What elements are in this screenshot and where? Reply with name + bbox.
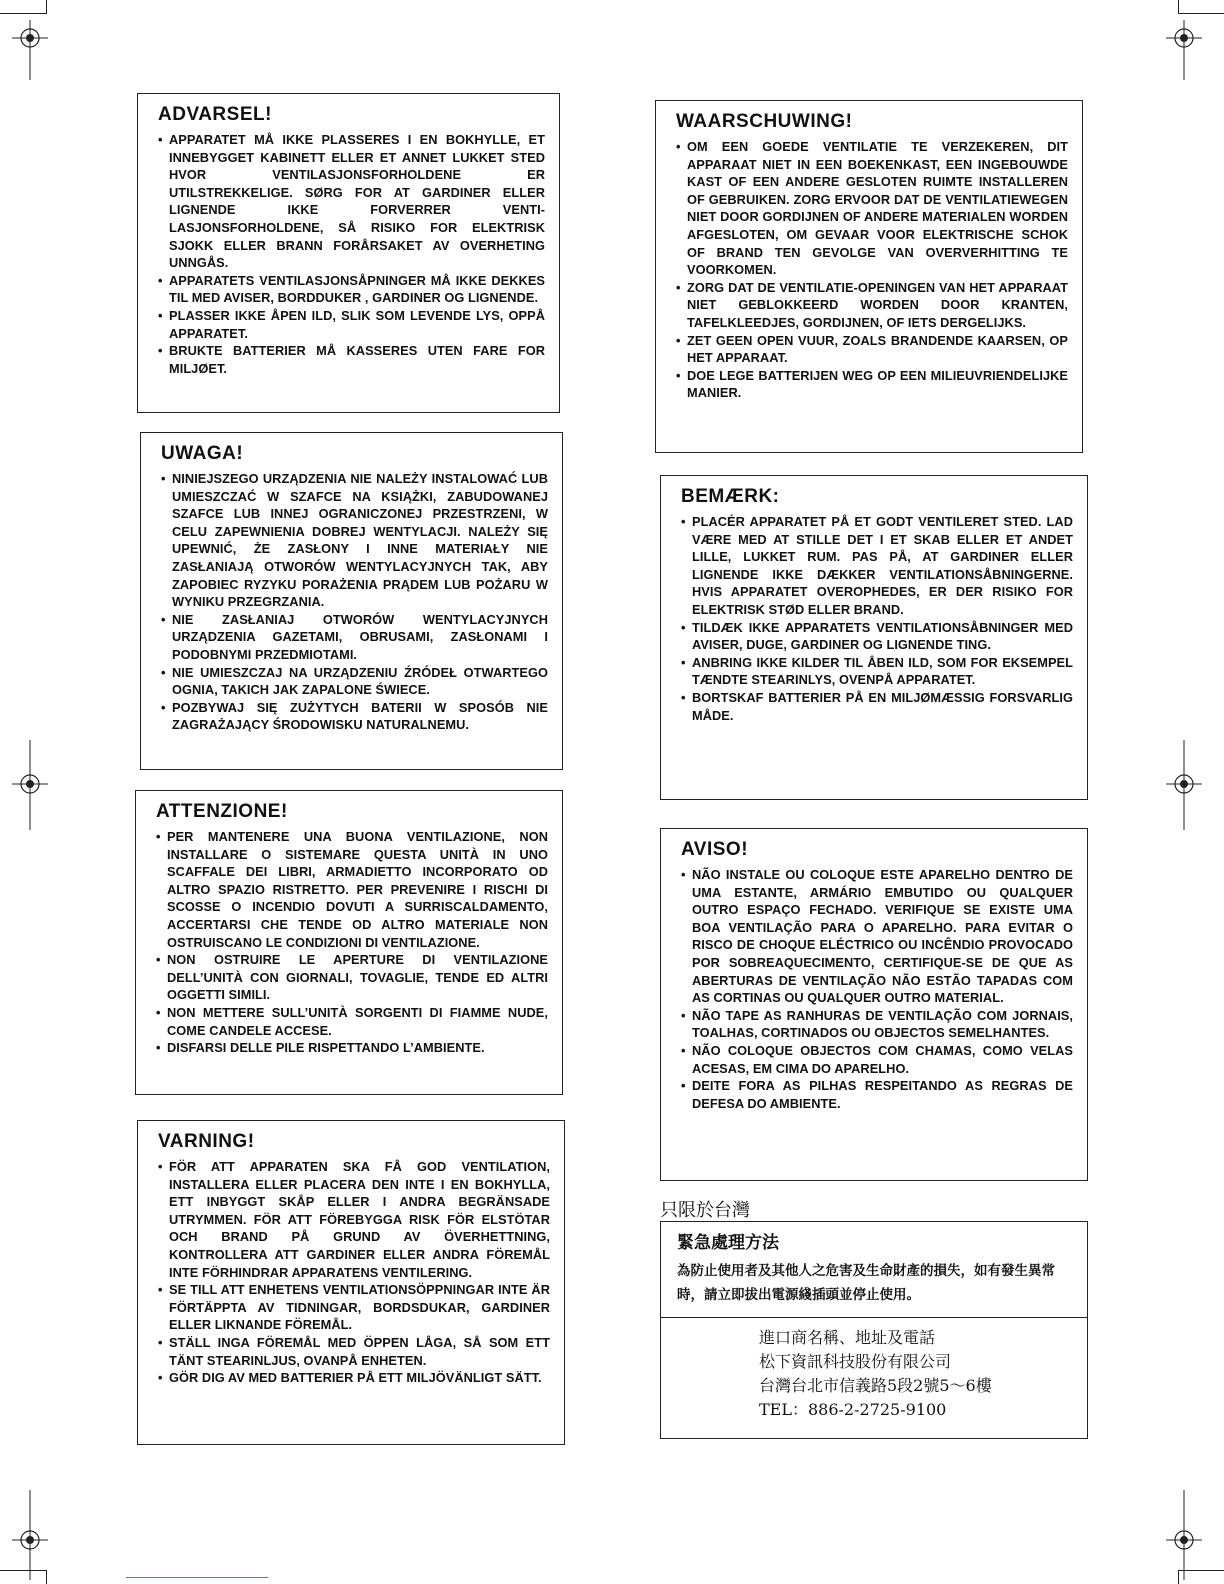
warning-title: BEMÆRK: <box>681 486 780 507</box>
warning-item: • NÃO TAPE AS RANHURAS DE VENTILAÇÃO COM JORNAIS, TOALHAS, CORTINADOS OU OBJECTOS SEMELHANTES. <box>681 1007 1073 1042</box>
warning-item: • POZBYWAJ SIĘ ZUŻYTYCH BATERII W SPOSÓB NIE ZAGRAŻAJĄCY ŚRODOWISKU NATURALNEMU. <box>161 699 548 734</box>
importer-line: TEL：886-2-2725-9100 <box>759 1400 947 1419</box>
warning-item: • BORTSKAF BATTERIER PÅ EN MILJØMÆSSIG FORSVARLIG MÅDE. <box>681 689 1073 724</box>
warning-item: • PER MANTENERE UNA BUONA VENTILAZIONE, NON INSTALLARE O SISTEMARE QUESTA UNITÀ IN UNO SCAFFALE DEI LIBRI, ARMADIETTO INCORPORATO OD ALTRO SPAZIO RISTRETTO. PER PREVENIRE I RISCHI DI SCOSSE O INCENDIO DOVUTI A SURRISCALDAMENTO, ACCERTARSI CHE TENDE OD ALTRO MATERIALE NON OSTRUISCANO LE CONDIZIONI DI VENTILAZIONE. <box>156 828 548 951</box>
warning-title: ADVARSEL! <box>158 104 272 125</box>
registration-mark-icon <box>10 740 50 830</box>
warning-item: • DEITE FORA AS PILHAS RESPEITANDO AS REGRAS DE DEFESA DO AMBIENTE. <box>681 1077 1073 1112</box>
warning-list <box>158 131 545 377</box>
registration-mark-icon <box>1164 1490 1204 1580</box>
warning-list <box>681 513 1073 724</box>
emergency-section <box>661 1222 1087 1318</box>
crop-mark <box>0 13 46 14</box>
warning-item: • BRUKTE BATTERIER MÅ KASSERES UTEN FARE FOR MILJØET. <box>158 342 545 377</box>
crop-mark <box>46 0 47 14</box>
warning-item: • NON METTERE SULL’UNITÀ SORGENTI DI FIAMME NUDE, COME CANDELE ACCESE. <box>156 1004 548 1039</box>
warning-list <box>156 828 548 1057</box>
warning-title: VARNING! <box>158 1131 255 1152</box>
warning-item: • PLACÉR APPARATET PÅ ET GODT VENTILERET STED. LAD VÆRE MED AT STILLE DET I ET SKAB ELLER ET ANDET LILLE, LUKKET RUM. PAS PÅ, AT GARDINER ELLER LIGNENDE IKKE DÆKKER VENTILATIONSÅBNINGERNE. HVIS APPARATET OVEROPHEDES, ER DER RISIKO FOR ELEKTRISK STØD ELLER BRAND. <box>681 513 1073 619</box>
warning-item: • NINIEJSZEGO URZĄDZENIA NIE NALEŻY INSTALOWAĆ LUB UMIESZCZAĆ W SZAFCE NA KSIĄŻKI, ZABUDOWANEJ SZAFCE LUB INNEJ OGRANICZONEJ PRZESTRZENI, W CELU ZAPEWNIENIA DOBREJ WENTYLACJI. NALEŻY SIĘ UPEWNIĆ, ŻE ZASŁONY I INNE MATERIAŁY NIE ZASŁANIAJĄ OTWORÓW WENTYLACYJNYCH TAK, ABY ZAPOBIEC RYZYKU PORAŻENIA PRĄDEM LUB POŻARU W WYNIKU PRZEGRZANIA. <box>161 470 548 611</box>
warning-item: • NIE ZASŁANIAJ OTWORÓW WENTYLACYJNYCH URZĄDZENIA GAZETAMI, OBRUSAMI, ZASŁONAMI I PODOBNYMI PRZEDMIOTAMI. <box>161 611 548 664</box>
warning-item: • OM EEN GOEDE VENTILATIE TE VERZEKEREN, DIT APPARAAT NIET IN EEN BOEKENKAST, EEN INGEBOUWDE KAST OF EEN ANDERE GESLOTEN RUIMTE INSTALLEREN OF GEBRUIKEN. ZORG ERVOOR DAT DE VENTILATIEWEGEN NIET DOOR GORDIJNEN OF ANDERE MATERIALEN WORDEN AFGESLOTEN, OM GEVAAR VOOR ELEKTRISCHE SCHOK OF BRAND TEN GEVOLGE VAN OVERVERHITTING TE VOORKOMEN. <box>676 138 1068 279</box>
warning-item: • ZET GEEN OPEN VUUR, ZOALS BRANDENDE KAARSEN, OP HET APPARAAT. <box>676 332 1068 367</box>
warning-item: • STÄLL INGA FÖREMÅL MED ÖPPEN LÅGA, SÅ SOM ETT TÄNT STEARINLJUS, OVANPÅ ENHETEN. <box>158 1334 550 1369</box>
warning-item: • ZORG DAT DE VENTILATIE-OPENINGEN VAN HET APPARAAT NIET GEBLOKKEERD WORDEN DOOR KRANTEN, TAFELKLEEDJES, GORDIJNEN, OF IETS DERGELIJKS. <box>676 279 1068 332</box>
warning-list <box>158 1158 550 1387</box>
warning-box-uwaga <box>140 432 563 770</box>
importer-line: 台灣台北市信義路5段2號5～6樓 <box>759 1376 992 1395</box>
registration-mark-icon <box>1164 740 1204 830</box>
warning-item: • DISFARSI DELLE PILE RISPETTANDO L’AMBIENTE. <box>156 1039 548 1057</box>
warning-title: ATTENZIONE! <box>156 801 288 822</box>
registration-mark-icon <box>10 1490 50 1580</box>
warning-item: • NÃO INSTALE OU COLOQUE ESTE APARELHO DENTRO DE UMA ESTANTE, ARMÁRIO EMBUTIDO OU QUALQUER OUTRO ESPAÇO FECHADO. VERIFIQUE SE EXISTE UMA BOA VENTILAÇÃO PARA O APARELHO. PARA EVITAR O RISCO DE CHOQUE ELÉCTRICO OU INCÊNDIO PROVOCADO POR SOBREAQUECIMENTO, CERTIFIQUE-SE DE QUE AS ABERTURAS DE VENTILAÇÃO NÃO ESTÃO TAPADAS COM AS CORTINAS OU QUALQUER OUTRO MATERIAL. <box>681 866 1073 1007</box>
taiwan-notice-box <box>660 1221 1088 1439</box>
crop-mark <box>1178 0 1179 14</box>
warning-item: • ANBRING IKKE KILDER TIL ÅBEN ILD, SOM FOR EKSEMPEL TÆNDTE STEARINLYS, OVENPÅ APPARATET. <box>681 654 1073 689</box>
warning-list <box>681 866 1073 1112</box>
warning-list <box>161 470 548 734</box>
registration-mark-icon <box>1164 20 1204 80</box>
warning-item: • FÖR ATT APPARATEN SKA FÅ GOD VENTILATION, INSTALLERA ELLER PLACERA DEN INTE I EN BOKHYLLA, ETT INBYGGT SKÅP ELLER I ANDRA BEGRÄNSADE UTRYMMEN. FÖR ATT FÖREBYGGA RISK FÖR ELSTÖTAR OCH BRAND PÅ GRUND AV ÖVERHETTNING, KONTROLLERA ATT GARDINER ELLER ANDRA FÖREMÅL INTE FÖRHINDRAR APPARATENS VENTILERING. <box>158 1158 550 1281</box>
registration-mark-icon <box>10 20 50 80</box>
warning-item: • TILDÆK IKKE APPARATETS VENTILATIONSÅBNINGER MED AVISER, DUGE, GARDINER OG LIGNENDE TING. <box>681 619 1073 654</box>
footer-rule <box>126 1577 268 1578</box>
warning-item: • NÃO COLOQUE OBJECTOS COM CHAMAS, COMO VELAS ACESAS, EM CIMA DO APARELHO. <box>681 1042 1073 1077</box>
warning-box-varning <box>137 1120 565 1445</box>
warning-item: • SE TILL ATT ENHETENS VENTILATIONSÖPPNINGAR INTE ÄR FÖRTÄPPTA AV TIDNINGAR, BORDSDUKAR, GARDINER ELLER LIKNANDE FÖREMÅL. <box>158 1281 550 1334</box>
emergency-notice: 為防止使用者及其他人之危害及生命財產的損失，如有發生異常時，請立即拔出電源綫插頭並停止使用。 <box>677 1263 1055 1303</box>
importer-line: 進口商名稱、地址及電話 <box>759 1328 936 1347</box>
warning-item: • NON OSTRUIRE LE APERTURE DI VENTILAZIONE DELL’UNITÀ CON GIORNALI, TOVAGLIE, TENDE ED ALTRI OGGETTI SIMILI. <box>156 951 548 1004</box>
warning-title: WAARSCHUWING! <box>676 111 853 132</box>
warning-box-aviso <box>660 828 1088 1181</box>
warning-item: • NIE UMIESZCZAJ NA URZĄDZENIU ŹRÓDEŁ OTWARTEGO OGNIA, TAKICH JAK ZAPALONE ŚWIECE. <box>161 664 548 699</box>
warning-box-bemaerk <box>660 475 1088 800</box>
emergency-heading: 緊急處理方法 <box>677 1233 779 1253</box>
warning-item: • DOE LEGE BATTERIJEN WEG OP EEN MILIEUVRIENDELIJKE MANIER. <box>676 367 1068 402</box>
importer-section <box>661 1318 1087 1422</box>
crop-mark <box>1178 13 1224 14</box>
warning-item: • APPARATETS VENTILASJONSÅPNINGER MÅ IKKE DEKKES TIL MED AVISER, BORDDUKER , GARDINER OG LIGNENDE. <box>158 272 545 307</box>
taiwan-only-label: 只限於台灣 <box>660 1200 750 1221</box>
warning-title: AVISO! <box>681 839 749 860</box>
warning-list <box>676 138 1068 402</box>
warning-title: UWAGA! <box>161 443 244 464</box>
warning-item: • GÖR DIG AV MED BATTERIER PÅ ETT MILJÖVÄNLIGT SÄTT. <box>158 1369 550 1387</box>
warning-box-waarschuwing <box>655 100 1083 453</box>
importer-line: 松下資訊科技股份有限公司 <box>759 1352 952 1371</box>
warning-item: • APPARATET MÅ IKKE PLASSERES I EN BOKHYLLE, ET INNEBYGGET KABINETT ELLER ET ANNET LUKKET STED HVOR VENTILASJONSFORHOLDENE ER UTILSTREKKELIGE. SØRG FOR AT GARDINER ELLER LIGNENDE IKKE FORVERRER VENTILASJONSFORHOLDENE, SÅ RISIKO FOR ELEKTRISK SJOKK ELLER BRANN FORÅRSAKET AV OVERHETING UNNGÅS. <box>158 131 545 272</box>
warning-item: • PLASSER IKKE ÅPEN ILD, SLIK SOM LEVENDE LYS, OPPÅ APPARATET. <box>158 307 545 342</box>
warning-box-attenzione <box>135 790 563 1095</box>
warning-box-advarsel <box>137 93 560 413</box>
